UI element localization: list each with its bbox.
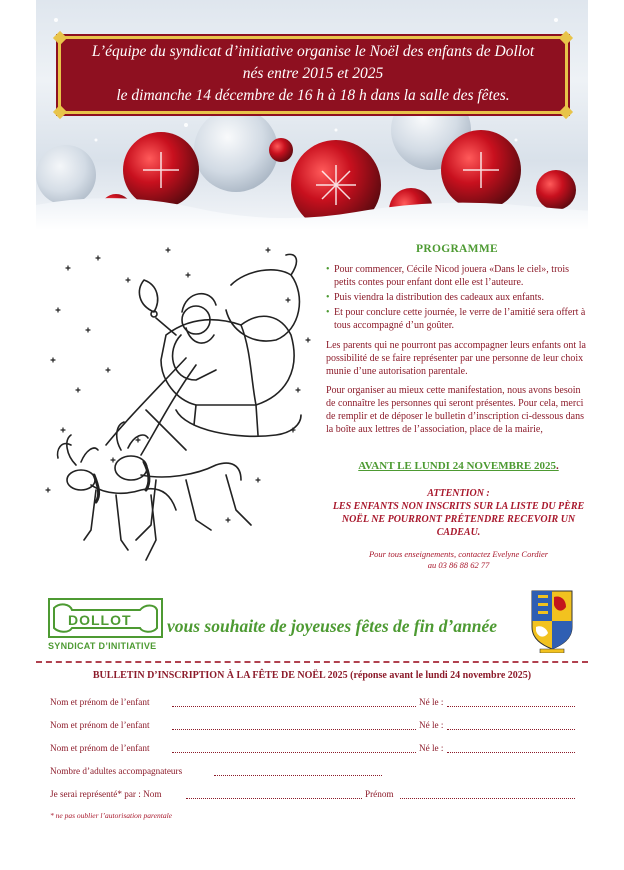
representative-label: Je serai représenté* par : Nom [50,789,162,799]
header-line-1: L’équipe du syndicat d’initiative organise le Noël des enfants de Dollot [91,43,535,60]
footnote: * ne pas oublier l’autorisation parentale [50,811,173,820]
logo-text: DOLLOT [68,612,132,628]
logo-subtitle: SYNDICAT D’INITIATIVE [48,641,157,651]
form-title: BULLETIN D’INSCRIPTION À LA FÊTE DE NOËL 2025 (réponse avant le lundi 24 novembre 2025) [92,670,532,681]
attention-title: ATTENTION : [427,488,490,499]
header-line-3: le dimanche 14 décembre de 16 h à 18 h dans la salle des fêtes. [116,87,510,104]
contact-info [326,549,591,571]
born-label: Né le : [419,743,444,753]
cut-line [36,661,588,663]
child-name-field[interactable] [172,706,416,707]
born-label: Né le : [419,697,444,707]
birthdate-field[interactable] [447,729,575,730]
form-row-representative [50,789,575,801]
born-label: Né le : [419,720,444,730]
programme-list [326,263,591,334]
attention-body: LES ENFANTS NON INSCRITS SUR LA LISTE DU PÈRE NOËL NE POURRONT PRÉTENDRE RECEVOIR UN CADEAU. [332,501,585,538]
form-row-child-2 [50,720,575,732]
title-box [58,36,568,114]
programme-item: • Pour commencer, Cécile Nicod jouera «Dans le ciel», trois petits contes pour enfant dont elle est l’auteure. [326,263,591,289]
child-name-label: Nom et prénom de l’enfant [50,743,150,753]
deadline-period: . [555,460,559,472]
deadline [326,460,591,472]
programme-title: PROGRAMME [416,243,498,255]
programme-item: • Et pour conclure cette journée, le verre de l’amitié sera offert à tous accompagné d’un goûter. [326,306,591,332]
christmas-ornaments-image [36,0,588,230]
paragraph-organisation: Pour organiser au mieux cette manifestation, nous avons besoin de connaître les personnes qui seront présentes. Pour cela, merci de remplir et de déposer le bulletin d’inscription ci-dessous dans la boîte aux lettres de l’association, place de la mairie, [326,385,584,435]
paragraph-parents: Les parents qui ne pourront pas accompagner leurs enfants ont la possibilité de se faire représenter par une personne de leur choix munie d’une autorisation parentale. [326,340,586,377]
birthdate-field[interactable] [447,706,575,707]
form-row-child-1 [50,697,575,709]
attention-block [326,487,591,539]
child-name-label: Nom et prénom de l’enfant [50,720,150,730]
dollot-coat-of-arms-icon [530,587,574,653]
adults-count-field[interactable] [214,775,382,776]
firstname-label: Prénom [365,789,394,799]
child-name-field[interactable] [172,729,416,730]
child-name-field[interactable] [172,752,416,753]
contact-line-1: Pour tous enseignements, contactez Evelyne Cordier [368,549,549,559]
header-line-2: nés entre 2015 et 2025 [242,65,384,82]
representative-firstname-field[interactable] [400,798,575,799]
form-row-adults [50,766,575,778]
header-banner [36,0,588,230]
representative-name-field[interactable] [186,798,362,799]
adults-label: Nombre d’adultes accompagnateurs [50,766,183,776]
santa-sleigh-illustration [36,240,321,585]
deadline-text: AVANT LE LUNDI 24 NOVEMBRE 2025 [358,460,556,472]
dollot-logo [48,598,163,638]
season-greeting: vous souhaite de joyeuses fêtes de fin d’année [167,616,498,636]
contact-line-2: au 03 86 88 62 77 [427,560,490,570]
birthdate-field[interactable] [447,752,575,753]
child-name-label: Nom et prénom de l’enfant [50,697,150,707]
programme-item: • Puis viendra la distribution des cadeaux aux enfants. [326,291,591,304]
form-row-child-3 [50,743,575,755]
